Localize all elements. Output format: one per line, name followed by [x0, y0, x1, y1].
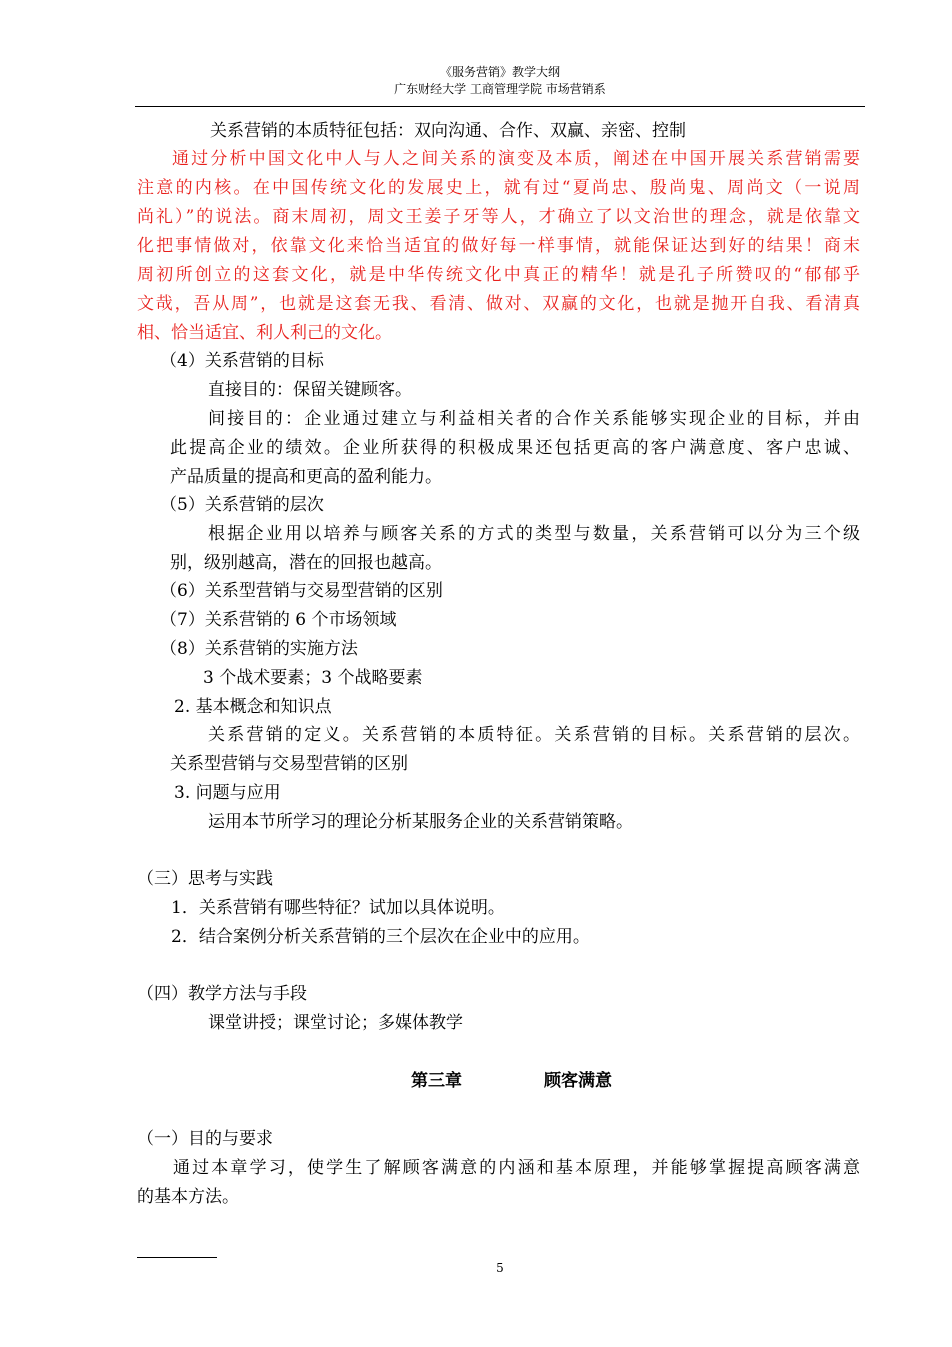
goal-title: （一）目的与要求	[137, 1129, 273, 1149]
section-4-title: （4）关系营销的目标	[160, 351, 324, 371]
practice-question-1: 1．关系营销有哪些特征？试加以具体说明。	[171, 898, 505, 918]
section-4-direct: 直接目的：保留关键顾客。	[208, 380, 412, 400]
practice-title: （三）思考与实践	[137, 869, 273, 889]
red-para-line: 周初所创立的这套文化，就是中华传统文化中真正的精华！就是孔子所赞叹的“郁郁乎	[137, 265, 860, 285]
section-7-title: （7）关系营销的 6 个市场领域	[160, 610, 397, 630]
goal-text-line: 通过本章学习，使学生了解顾客满意的内涵和基本原理，并能够掌握提高顾客满意	[173, 1158, 860, 1178]
knowledge-text-line: 关系营销的定义。关系营销的本质特征。关系营销的目标。关系营销的层次。	[208, 725, 860, 745]
red-para-line: 化把事情做对，依靠文化来恰当适宜的做好每一样事情，就能保证达到好的结果！商末	[137, 236, 860, 256]
knowledge-text-line: 关系型营销与交易型营销的区别	[170, 754, 408, 774]
essence-line: 关系营销的本质特征包括：双向沟通、合作、双赢、亲密、控制	[210, 121, 686, 141]
section-8-text: 3 个战术要素；3 个战略要素	[203, 668, 423, 688]
section-5-text-line: 根据企业用以培养与顾客关系的方式的类型与数量，关系营销可以分为三个级	[208, 524, 860, 544]
section-4-indirect-line: 产品质量的提高和更高的盈利能力。	[170, 467, 442, 487]
red-para-line: 相、恰当适宜、利人利己的文化。	[137, 323, 392, 343]
page-header	[135, 64, 865, 98]
knowledge-title: 2. 基本概念和知识点	[174, 697, 332, 717]
footnote-rule	[137, 1257, 217, 1258]
application-title: 3. 问题与应用	[174, 783, 281, 803]
goal-text-line: 的基本方法。	[137, 1187, 239, 1207]
page-number: 5	[496, 1261, 504, 1275]
method-title: （四）教学方法与手段	[137, 984, 307, 1004]
method-text: 课堂讲授；课堂讨论；多媒体教学	[208, 1013, 463, 1033]
application-text: 运用本节所学习的理论分析某服务企业的关系营销策略。	[208, 812, 633, 832]
header-subtitle: 广东财经大学 工商管理学院 市场营销系	[394, 82, 606, 96]
section-8-title: （8）关系营销的实施方法	[160, 639, 358, 659]
section-4-indirect-line: 此提高企业的绩效。企业所获得的积极成果还包括更高的客户满意度、客户忠诚、	[170, 438, 860, 458]
chapter-number: 第三章	[411, 1071, 462, 1091]
section-5-text-line: 别，级别越高，潜在的回报也越高。	[170, 553, 442, 573]
red-para-line: 通过分析中国文化中人与人之间关系的演变及本质，阐述在中国开展关系营销需要	[172, 149, 860, 169]
section-5-title: （5）关系营销的层次	[160, 495, 324, 515]
practice-question-2: 2．结合案例分析关系营销的三个层次在企业中的应用。	[171, 927, 590, 947]
section-6-title: （6）关系型营销与交易型营销的区别	[160, 581, 443, 601]
section-4-indirect-line: 间接目的：企业通过建立与利益相关者的合作关系能够实现企业的目标，并由	[208, 409, 860, 429]
red-para-line: 注意的内核。在中国传统文化的发展史上，就有过“夏尚忠、殷尚鬼、周尚文（一说周	[137, 178, 860, 198]
red-para-line: 尚礼）”的说法。商末周初，周文王姜子牙等人，才确立了以文治世的理念，就是依靠文	[137, 207, 860, 227]
header-rule	[135, 106, 865, 107]
header-title: 《服务营销》教学大纲	[439, 65, 560, 79]
red-para-line: 文哉，吾从周”，也就是这套无我、看清、做对、双赢的文化，也就是抛开自我、看清真	[137, 294, 860, 314]
chapter-title: 顾客满意	[544, 1071, 612, 1091]
